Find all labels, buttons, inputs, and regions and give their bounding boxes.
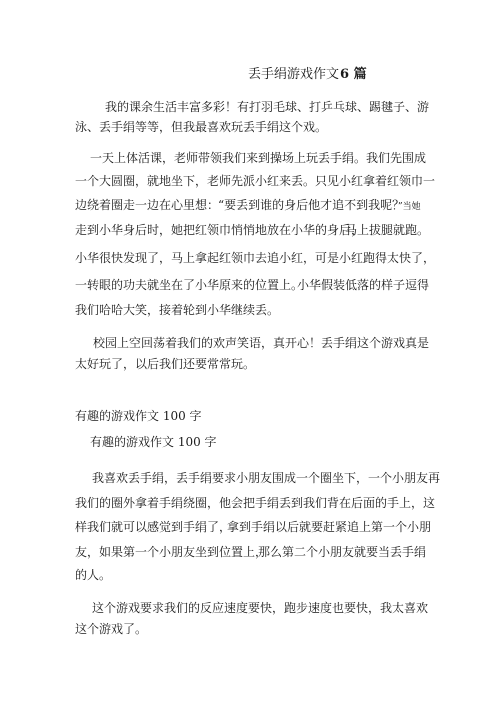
essay1-p2-line5: 小华很快发现了，马上拿起红领巾去追小红，可是小红跑得太快了， [75, 251, 436, 265]
essay1-p2-line1: 一天上体活课，老师带领我们来到操场上玩丢手绢。我们先围成 [90, 151, 427, 165]
essay1-p2-line3a: 边绕着圈走一边在心里想： [75, 198, 220, 212]
essay1-p2-line3b: “要丢到谁的身后他才追不到我呢？ [218, 198, 405, 212]
essay1-p3-line1: 校园上空回荡着我们的欢声笑语，真开心！丢手绢这个游戏真是 [93, 336, 430, 350]
essay2-p1-line4a: 友，如果第一个小朋友坐到位置上， [75, 545, 268, 559]
essay1-p2-line4a: 走到小华身后时，她把红领巾悄悄地放在小华的身后， [75, 223, 364, 237]
doc-title-count: 6 篇 [340, 67, 367, 82]
essay1-p2-line6a: 一转眼的功夫就坐在了小华原来的位置上。 [75, 278, 304, 292]
essay1-p1-line1: 我的课余生活丰富多彩！有打羽毛球、打乒乓球、踢毽子、游 [105, 100, 430, 114]
essay1-p1-line2: 泳、丢手绢等等，但我最喜欢玩丢手绢这个戏。 [75, 120, 328, 134]
essay2-p1-line1: 我喜欢丢手绢，丢手绢要求小朋友围成一个圈坐下，一个小朋友再 [92, 471, 441, 485]
essay2-p2-line1: 这个游戏要求我们的反应速度要快，跑步速度也要快，我太喜欢 [92, 601, 429, 615]
essay1-p2-line7: 我们哈哈大笑，接着轮到小华继续丢。 [75, 303, 280, 317]
essay2-heading: 有趣的游戏作文 100 字 [75, 409, 202, 423]
essay2-p1-line3a: 样我们就可以感觉到手绢了， [75, 520, 232, 534]
essay1-p2-line3c: ”当她 [398, 202, 421, 212]
essay1-p2-line6b: 小华假装低落的样子逗得 [297, 278, 430, 292]
essay1-p2-line2: 一个大圆圈，就地坐下，老师先派小红来丢。只见小红拿着红领巾一 [75, 174, 436, 188]
essay2-p1-line5: 的人。 [75, 568, 112, 582]
essay2-subheading: 有趣的游戏作文 100 字 [90, 435, 217, 449]
essay1-p3-line2: 太好玩了，以后我们还要常常玩。 [75, 357, 256, 371]
essay1-p2-line4b: 马上拔腿就跑。 [345, 223, 430, 237]
essay2-p1-line2: 我们的圈外拿着手绢绕圈，他会把手绢丢到我们背在后面的手上，这 [75, 496, 436, 510]
essay2-p1-line3b: 拿到手绢以后就要赶紧追上第一个小朋 [227, 520, 432, 534]
essay2-p1-line4b: 那么第二个小朋友就要当丢手绢 [258, 545, 427, 559]
essay2-p2-line2: 这个游戏了。 [75, 622, 148, 636]
doc-title: 丢手绢游戏作文 [248, 67, 340, 82]
